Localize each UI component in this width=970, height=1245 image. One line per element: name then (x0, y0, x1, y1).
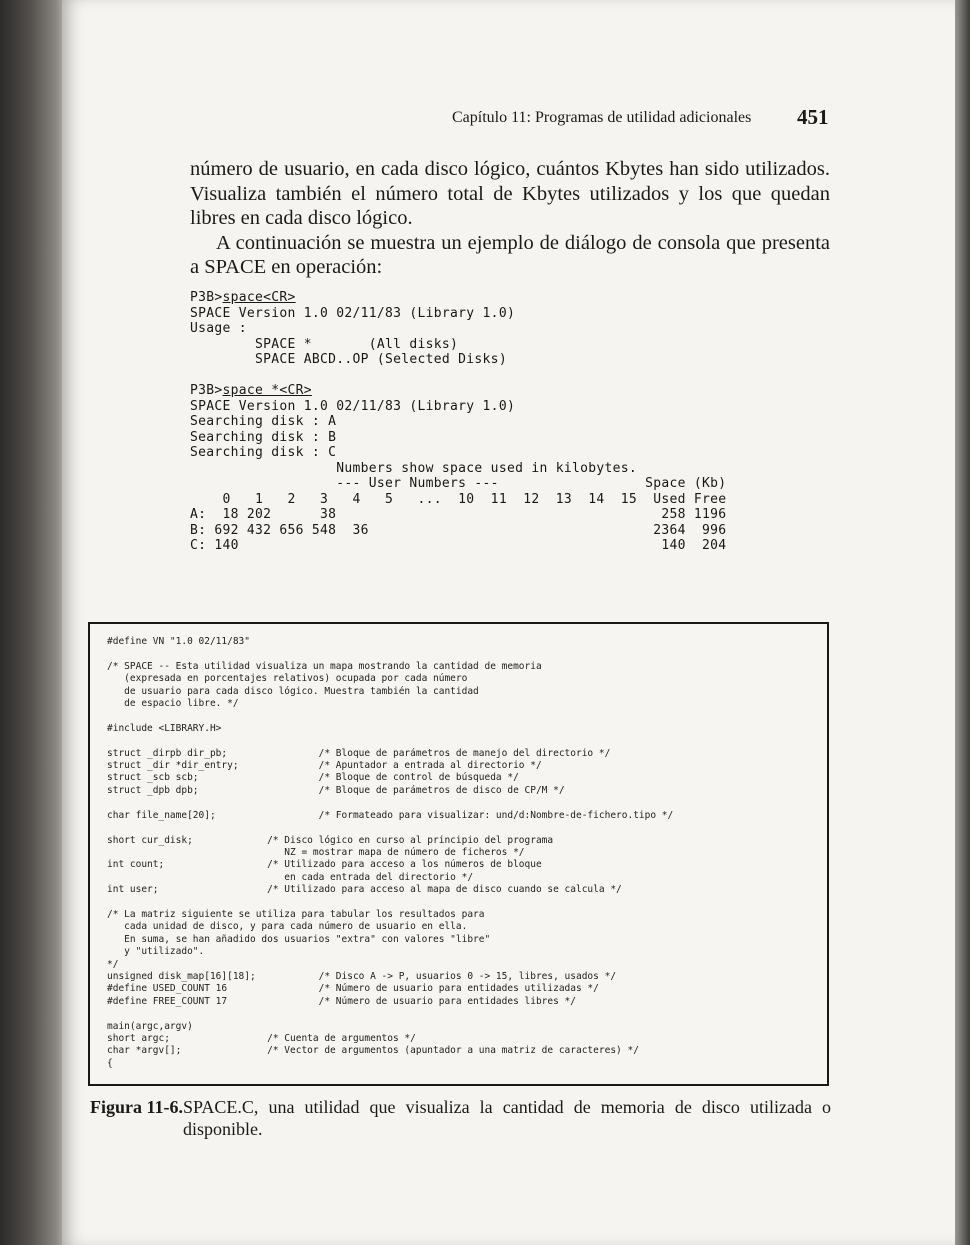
caption-label: Figura 11-6. (90, 1097, 183, 1117)
console-command: space<CR> (222, 290, 296, 305)
console-dialog (190, 290, 726, 554)
chapter-title: Capítulo 11: Programas de utilidad adicionales (452, 109, 752, 126)
body-text (190, 157, 830, 280)
paragraph: A continuación se muestra un ejemplo de diálogo de consola que presenta a SPACE en operación: (190, 231, 830, 278)
caption-text: SPACE.C, una utilidad que visualiza la cantidad de memoria de disco utilizada o disponible. (183, 1097, 831, 1139)
console-prompt: P3B> (190, 383, 223, 398)
page-number: 451 (797, 105, 829, 129)
running-header (452, 105, 832, 135)
console-prompt: P3B> (190, 290, 223, 305)
console-command: space *<CR> (222, 383, 312, 398)
console-output: SPACE Version 1.0 02/11/83 (Library 1.0) Searching disk : A Searching disk : B Searching disk : C Numbers show space used in kilobytes. --- User Numbers --- Space (Kb) 0 1 2 3 4 5 ... 10 11 12 13 14 15 Used Free A: 18 202 38 258 1196 B: 692 432 656 548 36 2364 996 C: 140 140 204 (190, 398, 727, 553)
book-spine-shadow (0, 0, 70, 1245)
paragraph: número de usuario, en cada disco lógico, cuántos Kbytes han sido utilizados. Visualiza también el número total de Kbytes utilizados y los que quedan libres en cada disco lógico. (190, 158, 830, 229)
figure-code-box (88, 622, 829, 1086)
page-edge (955, 0, 970, 1245)
code-listing: #define VN "1.0 02/11/83" /* SPACE -- Esta utilidad visualiza un mapa mostrando la cantidad de memoria (expresada en porcentajes relativos) ocupada por cada número de usuario para cada disco lógico. Muestra también la cantidad de espacio libre. */ #include <LIBRARY.H> struct _dirpb dir_pb; /* Bloque de parámetros de manejo del directorio */ struct _dir *dir_entry; /* Apuntador a entrada al directorio */ struct _scb scb; /* Bloque de control de búsqueda */ struct _dpb dpb; /* Bloque de parámetros de disco de CP/M */ char file_name[20]; /* Formateado para visualizar: und/d:Nombre-de-fichero.tipo */ short cur_disk; /* Disco lógico en curso al principio del programa NZ = mostrar mapa de número de ficheros */ int count; /* Utilizado para acceso a los números de bloque en cada entrada del directorio */ int user; /* Utilizado para acceso al mapa de disco cuando se calcula */ /* La matriz siguiente se utiliza para tabular los resultados para cada unidad de disco, y para cada número de usuario en ella. En suma, se han añadido dos usuarios "extra" con valores "libre" y "utilizado". */ unsigned disk_map[16][18]; /* Disco A -> P, usuarios 0 -> 15, libres, usados */ #define USED_COUNT 16 /* Número de usuario para entidades utilizadas */ #define FREE_COUNT 17 /* Número de usuario para entidades libres */ main(argc,argv) short argc; /* Cuenta de argumentos */ char *argv[]; /* Vector de argumentos (apuntador a una matriz de caracteres) */ { (107, 636, 674, 1069)
console-output: SPACE Version 1.0 02/11/83 (Library 1.0) Usage : SPACE * (All disks) SPACE ABCD..OP (Selected Disks) (190, 305, 516, 367)
